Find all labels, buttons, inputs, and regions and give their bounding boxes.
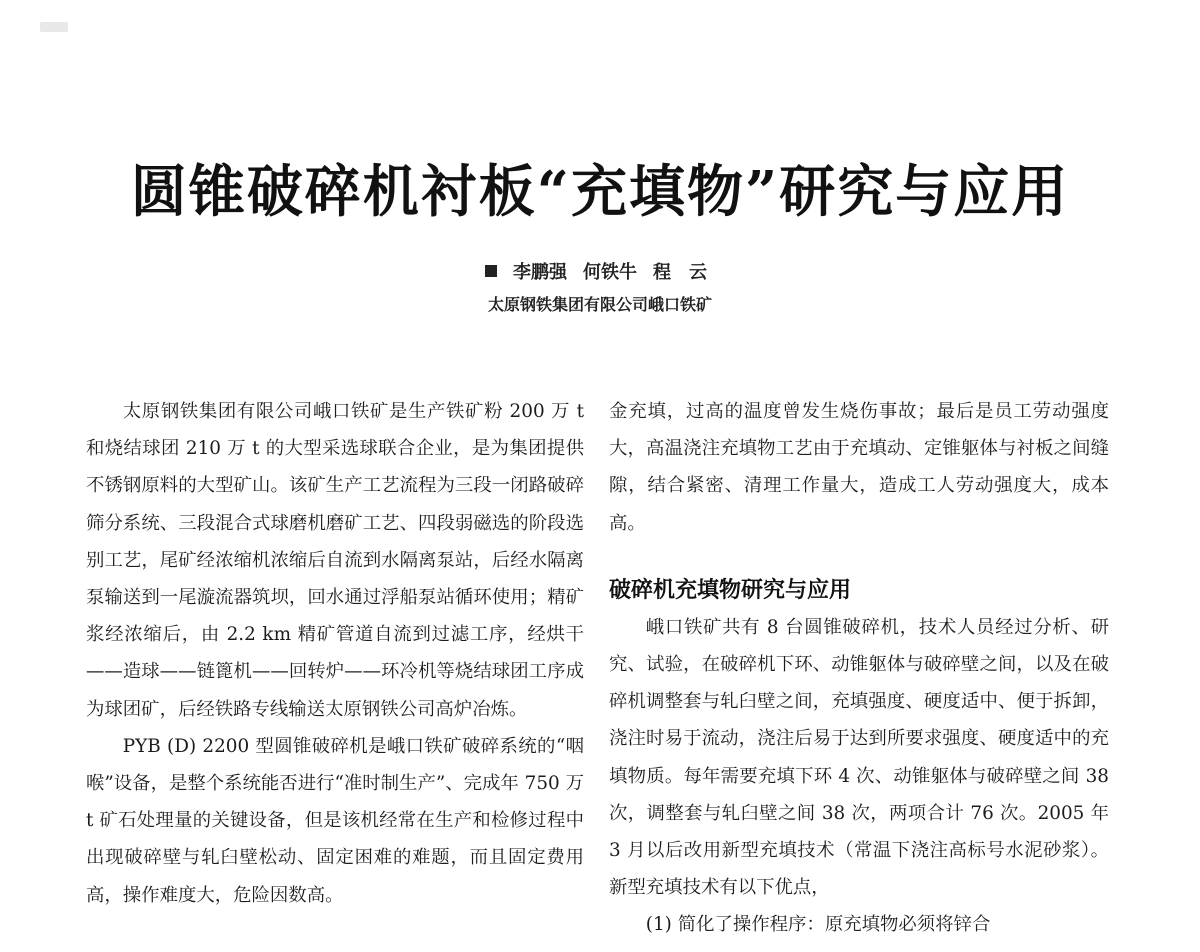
body-paragraph: 太原钢铁集团有限公司峨口铁矿是生产铁矿粉 200 万 t 和烧结球团 210 万 t 的大型采选球联合企业，是为集团提供不锈钢原料的大型矿山。该矿生产工艺流程为三段一闭路破碎筛分系统、三段混合式球磨机磨矿工艺、四段弱磁选的阶段选别工艺，尾矿经浓缩机浓缩后自流到水隔离泵站，后经水隔离泵输送到一尾漩流器筑坝，回水通过浮船泵站循环使用；精矿浆经浓缩后，由 2.2 km 精矿管道自流到过滤工序，经烘干——造球——链篦机——回转炉——环冷机等烧结球团工序成为球团矿，后经铁路专线输送太原钢铁公司高炉冶炼。 <box>86 401 584 720</box>
author-line <box>0 258 1200 284</box>
section-heading: 破碎机充填物研究与应用 <box>609 577 852 603</box>
author-affiliation: 太原钢铁集团有限公司峨口铁矿 <box>487 295 712 314</box>
scan-corner-mark <box>40 22 68 32</box>
right-column <box>609 393 1109 944</box>
article-title: 圆锥破碎机衬板“充填物”研究与应用 <box>130 159 1070 225</box>
left-column <box>86 393 584 914</box>
body-paragraph: (1) 简化了操作程序：原充填物必须将锌合 <box>645 914 991 936</box>
body-paragraph: PYB (D) 2200 型圆锥破碎机是峨口铁矿破碎系统的“咽喉”设备，是整个系统能否进行“准时制生产”、完成年 750 万 t 矿石处理量的关键设备，但是该机经常在生产和检修过程中出现破碎壁与轧臼壁松动、固定困难的难题，而且固定费用高，操作难度大，危险因数高。 <box>86 735 584 906</box>
body-paragraph: 金充填，过高的温度曾发生烧伤事故；最后是员工劳动强度大，高温浇注充填物工艺由于充填动、定锥躯体与衬板之间缝隙，结合紧密、清理工作量大，造成工人劳动强度大，成本高。 <box>609 401 1109 534</box>
author-name: 程 云 <box>653 262 707 283</box>
body-paragraph: 峨口铁矿共有 8 台圆锥破碎机，技术人员经过分析、研究、试验，在破碎机下环、动锥躯体与破碎壁之间，以及在破碎机调整套与轧臼壁之间，充填强度、硬度适中、便于拆卸，浇注时易于流动，浇注后易于达到所要求强度、硬度适中的充填物质。每年需要充填下环 4 次、动锥躯体与破碎壁之间 38 次，调整套与轧臼壁之间 38 次，两项合计 76 次。2005 年 3 月以后改用新型充填技术（常温下浇注高标号水泥砂浆）。新型充填技术有以下优点， <box>609 616 1109 899</box>
author-name: 何铁牛 <box>583 262 637 283</box>
author-name: 李鹏强 <box>513 262 567 283</box>
bullet-square-icon <box>485 265 497 277</box>
